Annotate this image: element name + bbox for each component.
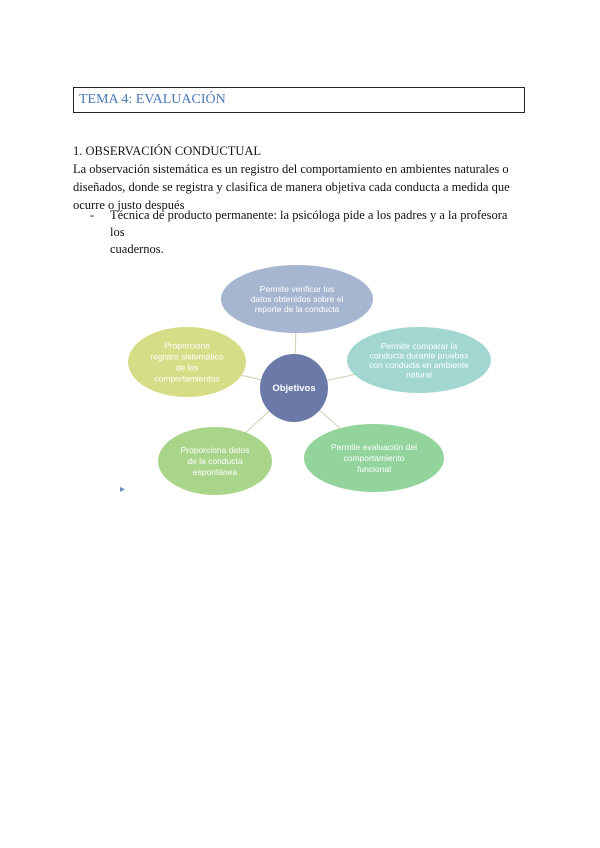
paragraph-line: diseñados, donde se registra y clasifica de manera objetiva cada conducta a medida que <box>73 180 510 194</box>
objective-node-label: Permite verificar los <box>259 284 335 294</box>
objective-node-label: natural <box>406 369 432 380</box>
objective-node-label: datos obtenidos sobre el <box>250 294 344 304</box>
bullet-dash: - <box>90 208 95 222</box>
bullet-line: cuadernos. <box>110 242 164 256</box>
objective-node-label: conducta durante pruebas <box>369 350 469 361</box>
paragraph-line: ocurre o justo después <box>73 198 185 212</box>
objective-node-label: de la conducta <box>187 456 243 466</box>
objective-node-label: comportamiento <box>343 453 405 463</box>
objective-node-label: funcional <box>356 464 392 474</box>
objective-node-label: comportamientos <box>154 373 220 384</box>
paragraph-line: La observación sistemática es un registro del comportamiento en ambientes naturales o <box>73 162 509 176</box>
objective-node-label: Permite comparar la <box>380 340 458 351</box>
center-node-label: Objetivos <box>272 383 316 394</box>
marker-icon: ▸ <box>120 484 126 495</box>
bullet-line: Técnica de producto permanente: la psicóloga pide a los padres y a la profesora los <box>110 208 508 239</box>
section-heading: 1. OBSERVACIÓN CONDUCTUAL <box>73 144 262 158</box>
objective-node-label: de los <box>175 362 199 373</box>
objective-node-label: reporte de la conducta <box>254 304 340 314</box>
objective-node-label: Permite evaluación del <box>331 442 417 452</box>
objective-node-label: Proporciona <box>164 340 210 351</box>
objective-node-label: registro sistemático <box>150 351 224 362</box>
document-title: TEMA 4: EVALUACIÓN <box>79 92 226 107</box>
objective-node-label: espontánea <box>192 467 238 477</box>
objective-node-label: Proporciona datos <box>180 445 250 455</box>
objective-node-label: con conducta en ambiente <box>369 359 469 370</box>
